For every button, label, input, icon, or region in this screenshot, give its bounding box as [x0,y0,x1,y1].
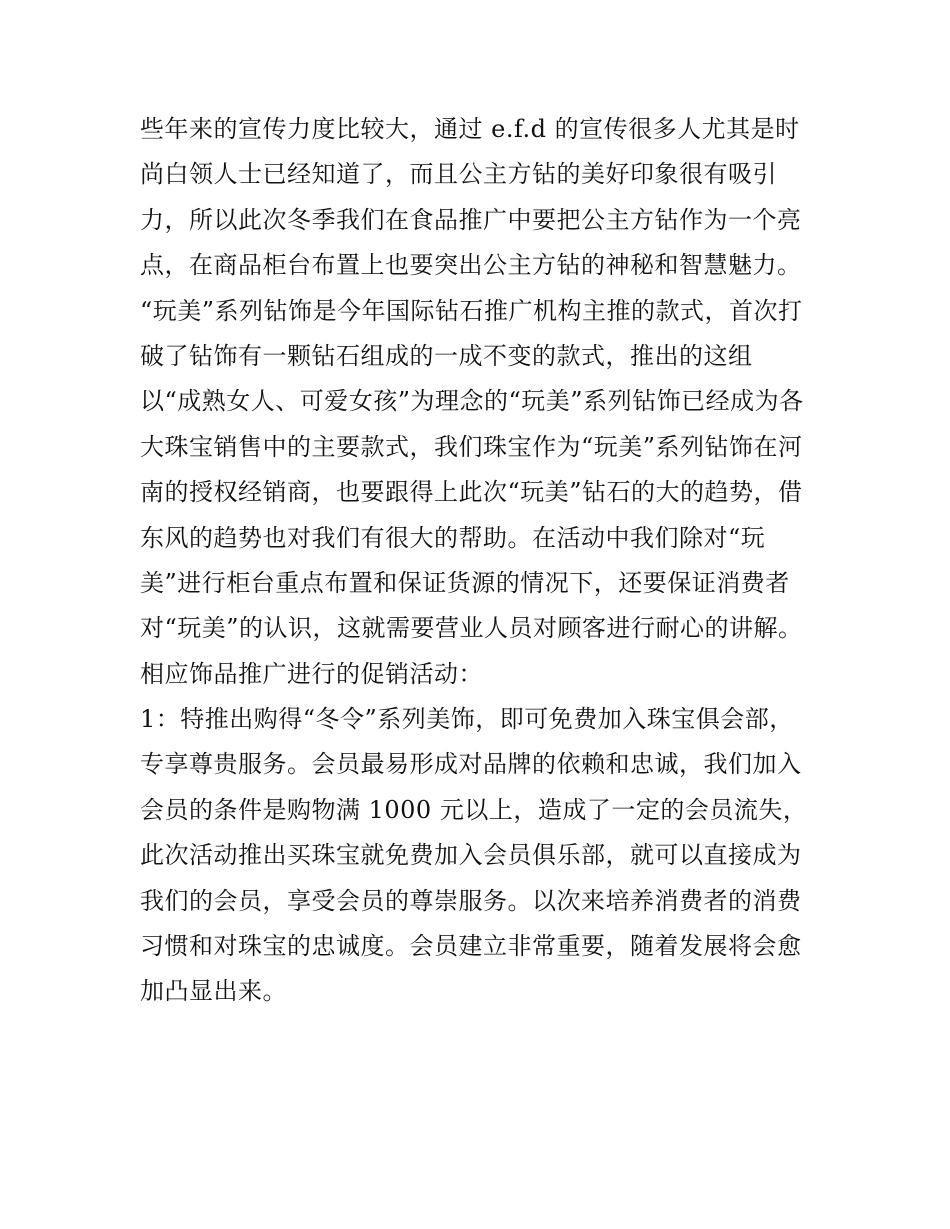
text-line: 以“成熟女人、可爱女孩”为理念的“玩美”系列钻饰已经成为各 [140,387,804,416]
text-line: 习惯和对珠宝的忠诚度。会员建立非常重要，随着发展将会愈 [140,932,802,961]
text-line: 加凸显出来。 [140,977,287,1006]
text-line: 破了钻饰有一颗钻石组成的一成不变的款式，推出的这组 [140,341,753,370]
body-text [140,107,820,1015]
text-line: 东风的趋势也对我们有很大的帮助。在活动中我们除对“玩 [140,523,766,552]
text-line: 会员的条件是购物满 1000 元以上，造成了一定的会员流失， [140,795,808,824]
text-line: 力，所以此次冬季我们在食品推广中要把公主方钻作为一个亮 [140,205,802,234]
text-line: 南的授权经销商，也要跟得上此次“玩美”钻石的大的趋势，借 [140,478,803,507]
text-line: 大珠宝销售中的主要款式，我们珠宝作为“玩美”系列钻饰在河 [140,432,803,461]
text-line: “玩美”系列钻饰是今年国际钻石推广机构主推的款式，首次打 [140,296,803,325]
text-line: 些年来的宣传力度比较大，通过 e.f.d 的宣传很多人尤其是时 [140,115,800,143]
text-line: 对“玩美”的认识，这就需要营业人员对顾客进行耐心的讲解。 [140,614,803,643]
text-line: 专享尊贵服务。会员最易形成对品牌的依赖和忠诚，我们加入 [140,750,802,779]
text-line: 此次活动推出买珠宝就免费加入会员俱乐部，就可以直接成为 [140,841,802,870]
text-line: 尚白领人士已经知道了，而且公主方钻的美好印象很有吸引 [140,160,777,189]
text-line: 美”进行柜台重点布置和保证货源的情况下，还要保证消费者 [140,568,790,597]
text-line: 相应饰品推广进行的促销活动： [140,659,483,688]
text-line: 1：特推出购得“冬令”系列美饰，即可免费加入珠宝俱会部， [140,705,794,734]
text-line: 点，在商品柜台布置上也要突出公主方钻的神秘和智慧魅力。 [140,251,802,280]
text-line: 我们的会员，享受会员的尊崇服务。以次来培养消费者的消费 [140,886,802,915]
